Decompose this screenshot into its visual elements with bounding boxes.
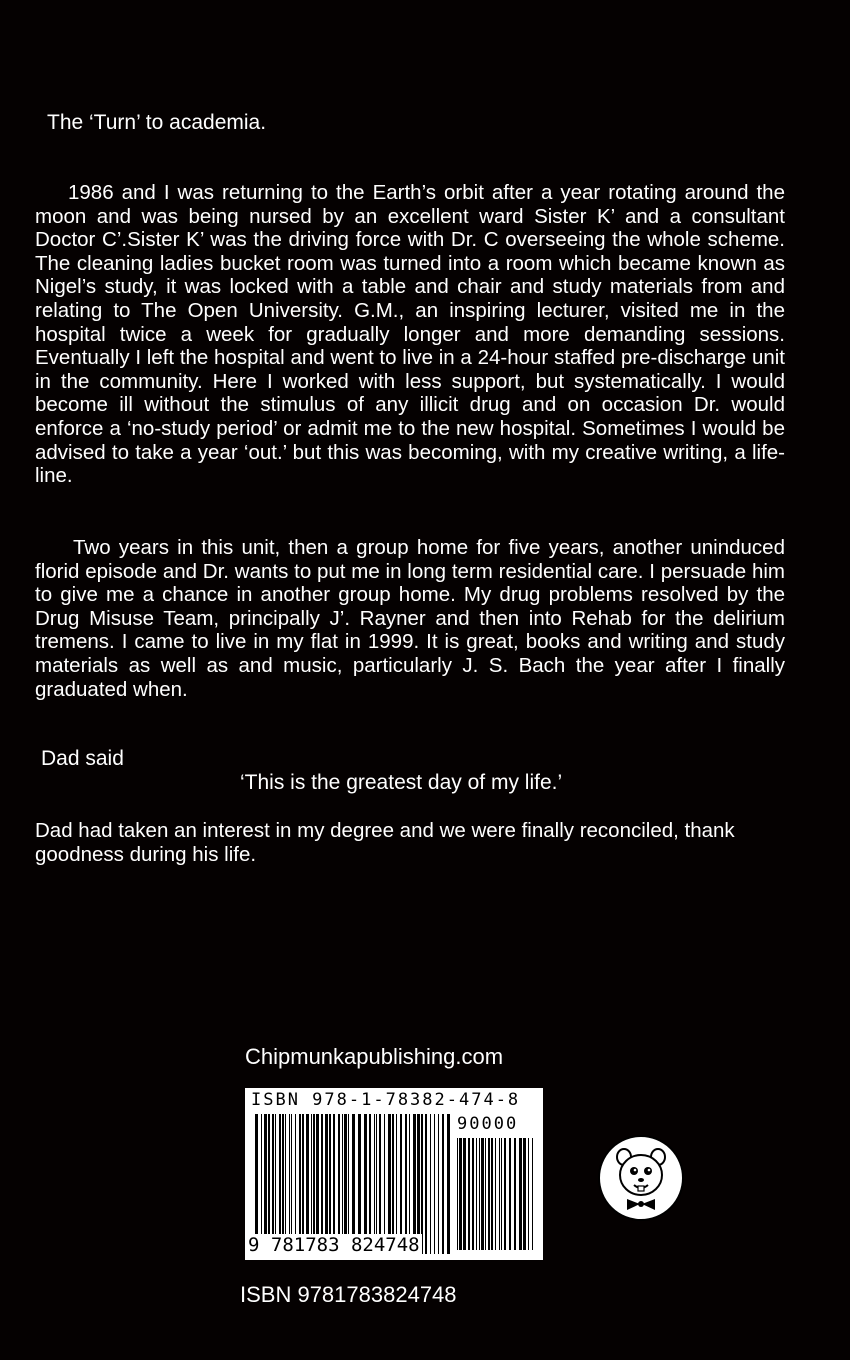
chipmunk-logo-icon <box>596 1133 686 1223</box>
barcode-bar <box>504 1138 506 1250</box>
barcode-bar <box>491 1138 493 1250</box>
barcode-bar <box>268 1114 270 1254</box>
barcode-bar <box>499 1138 500 1250</box>
barcode-bar <box>384 1114 385 1254</box>
barcode-bar <box>532 1138 533 1250</box>
quote-text: ‘This is the greatest day of my life.’ <box>240 771 563 794</box>
barcode-bar <box>430 1114 431 1254</box>
barcode-bar <box>282 1114 284 1254</box>
barcode-bar <box>313 1114 315 1254</box>
barcode-bar <box>342 1114 343 1254</box>
paragraph-1: 1986 and I was returning to the Earth’s orbit after a year rotating around the moon and was being nursed by an excellent ward Sister K’ and a consultant Doctor C’.Sister K’ was the driving force with Dr. C overseeing the whole scheme. The cleaning ladies bucket room was turned into a room which became known as Nigel’s study, it was locked with a table and chair and study materials from and relating to The Open University. G.M., an inspiring lecturer, visited me in the hospital twice a week for gradually longer and more demanding sessions. Eventually I left the hospital and went to live in a 24-hour staffed pre-discharge unit in the community. Here I worked with less support, but systematically. I would become ill without the stimulus of any illicit drug and on occasion Dr. would enforce a ‘no-study period’ or admit me to the new hospital. Sometimes I would be advised to take a year ‘out.’ but this was becoming, with my creative writing, a life-line. <box>35 181 785 488</box>
barcode-bar <box>495 1138 496 1250</box>
barcode-bar <box>344 1114 347 1254</box>
barcode-bar <box>463 1138 466 1250</box>
isbn-barcode <box>245 1088 543 1260</box>
barcode-bar <box>272 1114 274 1254</box>
barcode-bar <box>434 1114 435 1254</box>
barcode-bar <box>409 1114 410 1254</box>
barcode-bar <box>425 1114 427 1254</box>
isbn-number: ISBN 9781783824748 <box>240 1282 457 1307</box>
barcode-bar <box>485 1138 486 1250</box>
barcode-bar <box>264 1114 267 1254</box>
barcode-bar <box>476 1138 477 1250</box>
barcode-bar <box>325 1114 328 1254</box>
barcode-bar <box>459 1138 462 1250</box>
publisher-website: Chipmunkapublishing.com <box>245 1044 504 1069</box>
barcode-bar <box>289 1114 290 1254</box>
barcode-bar <box>488 1138 490 1250</box>
paragraph-2: Two years in this unit, then a group home for five years, another uninduced florid episode and Dr. wants to put me in long term residential care. I persuade him to give me a chance in another group home. My drug problems resolved by the Drug Misuse Team, principally J’. Rayner and then into Rehab for the delirium tremens. I came to live in my flat in 1999. It is great, books and writing and study materials as well as and music, particularly J. S. Bach the year after I finally graduated when. <box>35 536 785 701</box>
barcode-bar <box>352 1114 355 1254</box>
barcode-bar <box>514 1138 516 1250</box>
barcode-bar <box>400 1114 402 1254</box>
barcode-bar <box>472 1138 474 1250</box>
barcode-bar <box>261 1114 262 1254</box>
barcode-bar <box>295 1114 296 1254</box>
barcode-bar <box>321 1114 323 1254</box>
barcode-bar <box>523 1138 526 1250</box>
barcode-bar <box>255 1114 258 1254</box>
barcode-price-code: 90000 <box>457 1114 519 1134</box>
barcode-bar <box>302 1114 304 1254</box>
barcode-bar <box>519 1138 522 1250</box>
barcode-isbn-label: ISBN 978-1-78382-474-8 <box>251 1090 521 1110</box>
barcode-bar <box>369 1114 371 1254</box>
barcode-bar <box>479 1138 480 1250</box>
barcode-bar <box>388 1114 391 1254</box>
barcode-bar <box>413 1114 416 1254</box>
barcode-digits: 9 781783 824748 <box>248 1234 420 1256</box>
barcode-bar <box>333 1114 335 1254</box>
barcode-bar <box>376 1114 377 1254</box>
barcode-bar <box>299 1114 301 1254</box>
barcode-bar <box>392 1114 394 1254</box>
barcode-bar <box>447 1114 450 1254</box>
barcode-bar <box>379 1114 381 1254</box>
barcode-bar <box>421 1114 423 1254</box>
dad-said-text: Dad said <box>41 747 124 770</box>
barcode-bar <box>275 1114 276 1254</box>
barcode-bar <box>396 1114 397 1254</box>
barcode-bar <box>338 1114 340 1254</box>
barcode-bar <box>329 1114 331 1254</box>
barcode-bar <box>285 1114 286 1254</box>
barcode-bar <box>306 1114 309 1254</box>
barcode-bar <box>364 1114 367 1254</box>
barcode-bar <box>438 1114 439 1254</box>
barcode-bar <box>279 1114 281 1254</box>
barcode-bar <box>374 1114 375 1254</box>
barcode-bar <box>509 1138 511 1250</box>
barcode-bar <box>311 1114 312 1254</box>
barcode-bar <box>442 1114 444 1254</box>
barcode-bar <box>316 1114 319 1254</box>
barcode-bar <box>481 1138 484 1250</box>
barcode-bar <box>528 1138 529 1250</box>
barcode-addon-bars <box>457 1138 537 1250</box>
barcode-main-bars <box>255 1114 451 1254</box>
chapter-heading: The ‘Turn’ to academia. <box>47 111 267 134</box>
barcode-bar <box>348 1114 349 1254</box>
barcode-bar <box>501 1138 502 1250</box>
barcode-bar <box>417 1114 420 1254</box>
paragraph-3: Dad had taken an interest in my degree and we were finally reconciled, thank goodness during his life. <box>35 819 735 866</box>
barcode-bar <box>405 1114 407 1254</box>
barcode-bar <box>358 1114 361 1254</box>
barcode-bar <box>457 1138 458 1250</box>
barcode-bar <box>291 1114 292 1254</box>
barcode-bar <box>468 1138 470 1250</box>
